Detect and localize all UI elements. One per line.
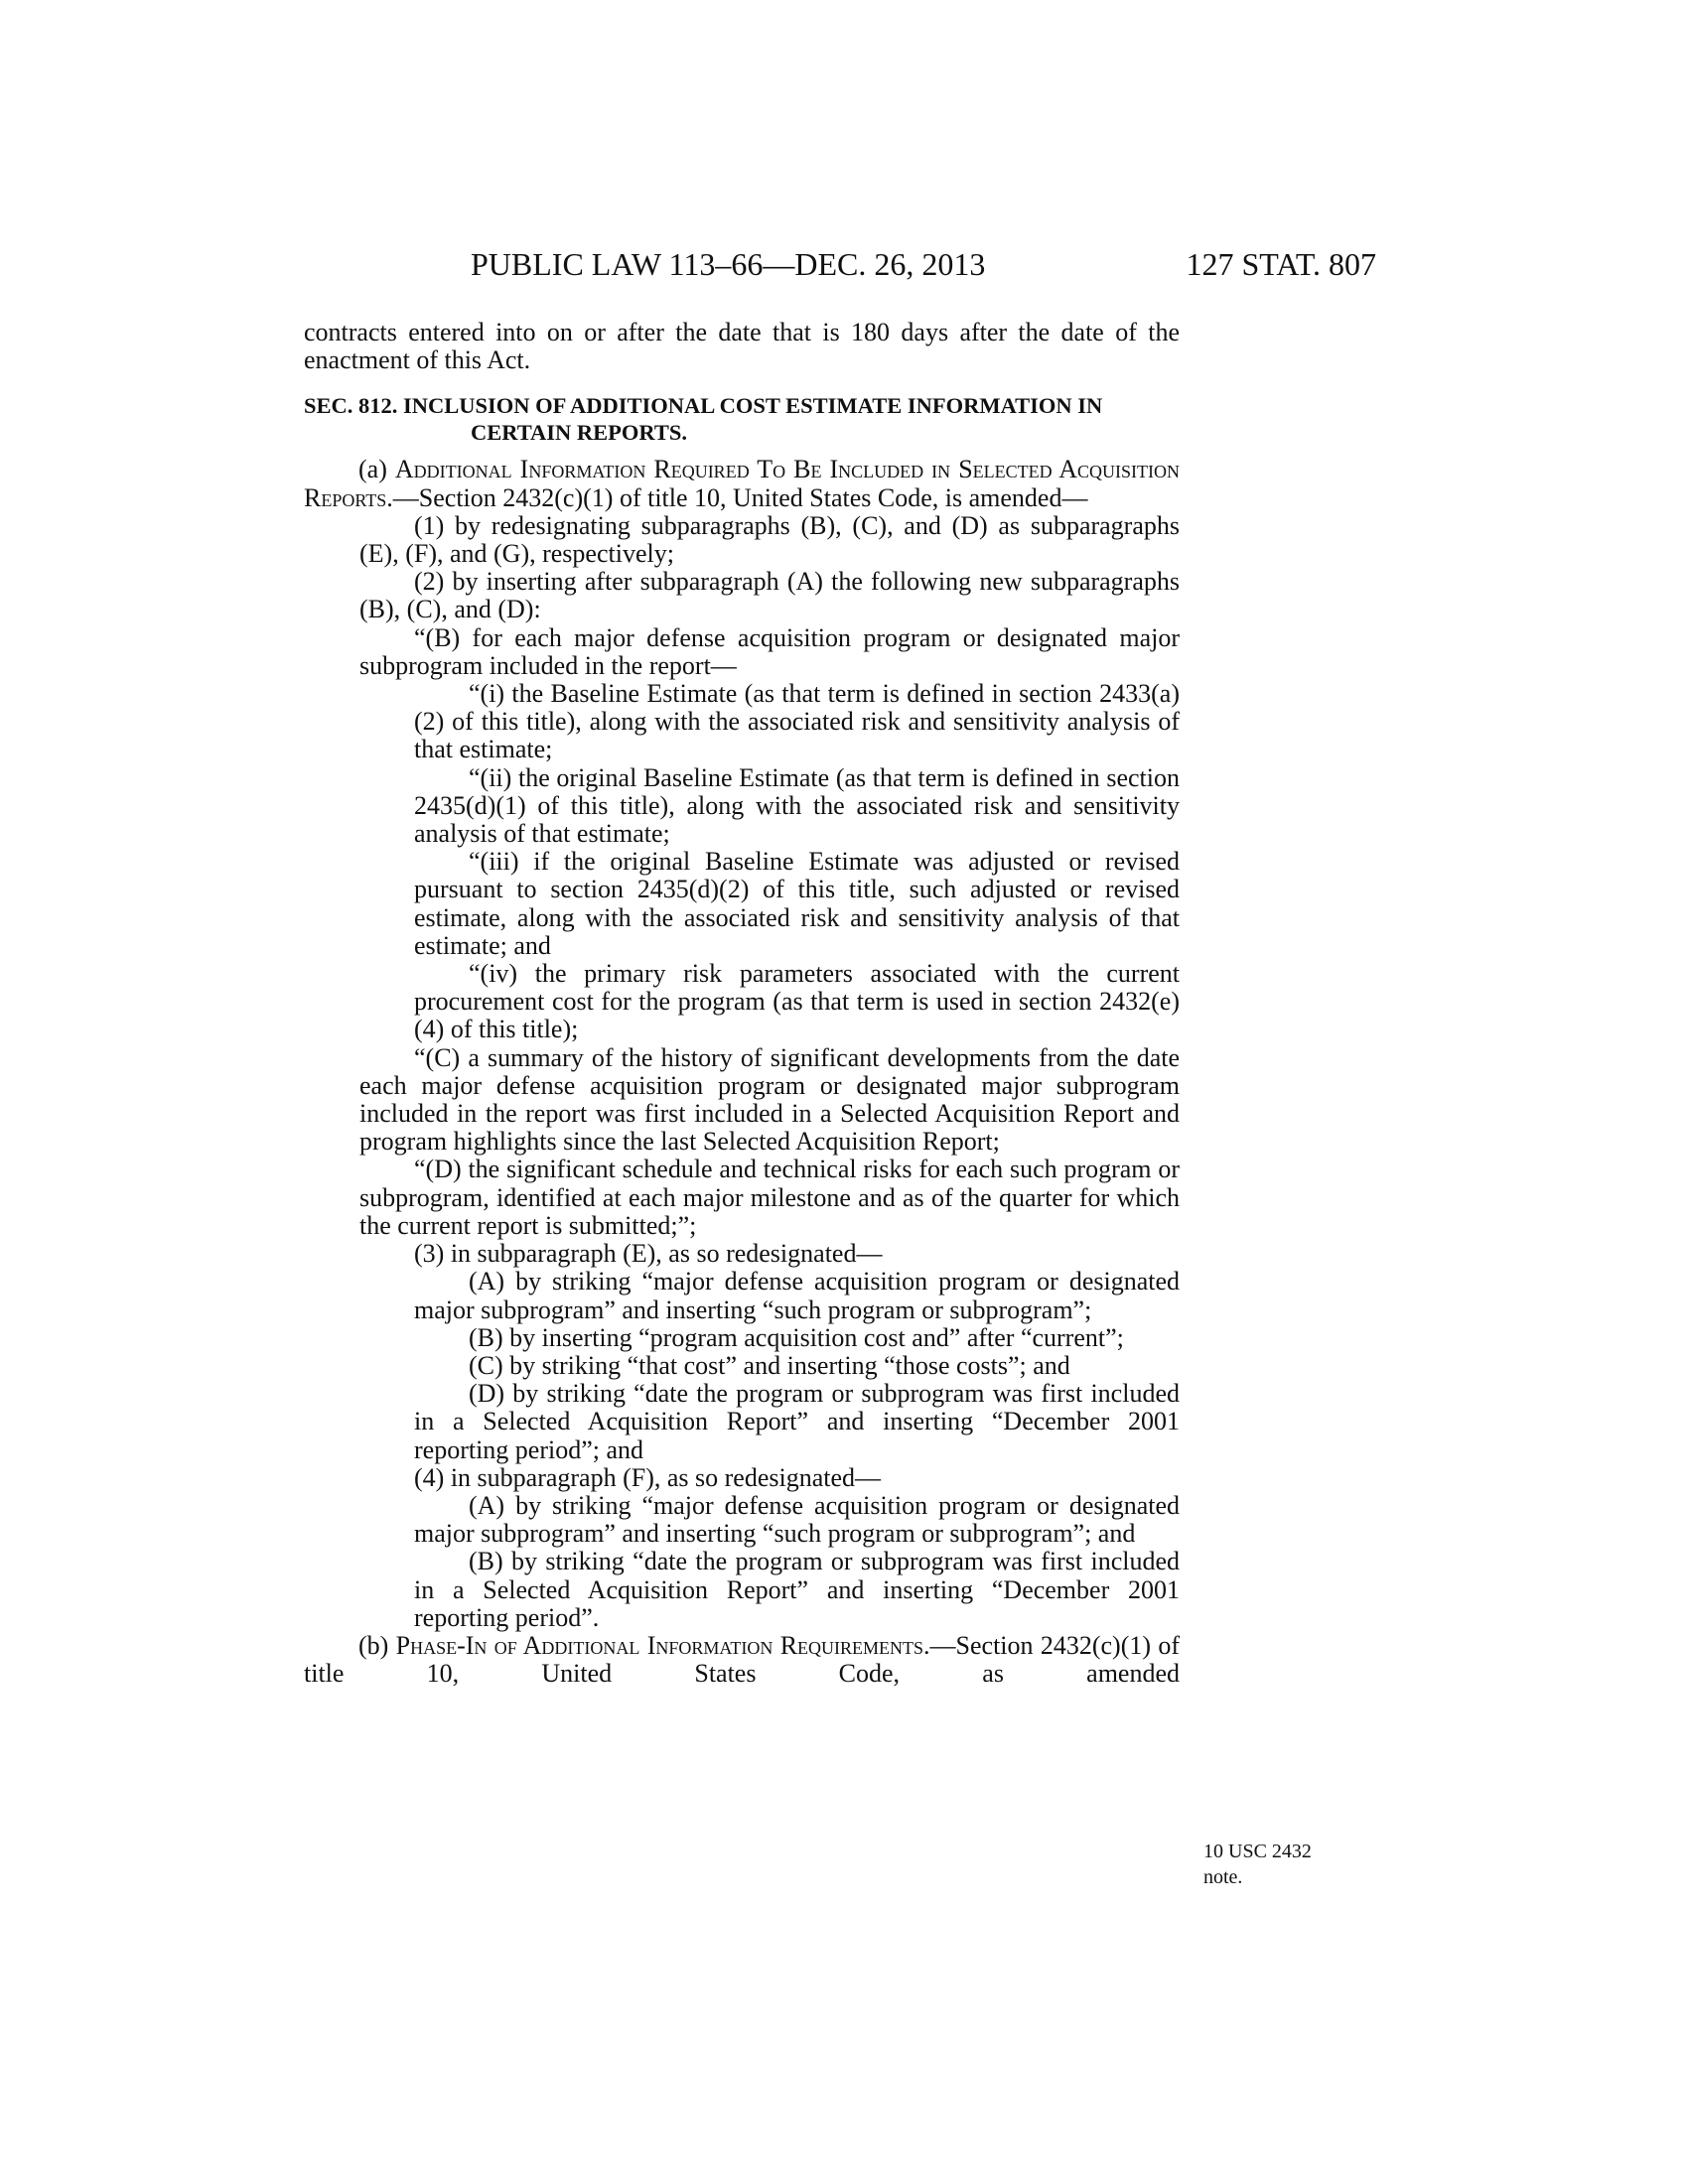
- page-number: 127 STAT. 807: [1186, 246, 1376, 282]
- quoted-subparagraph-b: “(B) for each major defense acquisition program or designated major subprogram included in the report—: [359, 622, 1180, 680]
- margin-note-suffix: note.: [1203, 1866, 1243, 1888]
- clause-1: (1) by redesignating subparagraphs (B), (C), and (D) as subparagraphs (E), (F), and (G), respectively;: [359, 510, 1180, 569]
- quoted-clause-ii: “(ii) the original Baseline Estimate (as that term is defined in section 2435(d)(1) of this title), along with the associated risk and sensitivity analysis of that estimate;: [414, 762, 1180, 849]
- clause-2: (2) by inserting after subparagraph (A) the following new subparagraphs (B), (C), and (D):: [359, 567, 1180, 624]
- paragraph-b: [304, 1632, 1180, 1688]
- quoted-subparagraph-c: “(C) a summary of the history of significant developments from the date each major defense acquisition program or designated major subprogram included in the report was first included in a Selected Acquisition Report and program highlights since the last Selected Acquisition Report;: [359, 1042, 1180, 1157]
- quoted-clause-iv: “(iv) the primary risk parameters associated with the current procurement cost for the program (as that term is used in section 2432(e)(4) of this title);: [414, 959, 1180, 1044]
- section-heading: SEC. 812. INCLUSION OF ADDITIONAL COST ESTIMATE INFORMATION IN CERTAIN REPORTS.: [304, 393, 1103, 446]
- clause-4-a: (A) by striking “major defense acquisition program or designated major subprogram” and inserting “such program or subprogram”; and: [414, 1490, 1180, 1549]
- clause-3-c: (C) by striking “that cost” and inserting “those costs”; and: [469, 1350, 1070, 1380]
- paragraph-a: [304, 456, 1180, 511]
- clause-4-b: (B) by striking “date the program or subprogram was first included in a Selected Acquisition Report” and inserting “December 2001 reporting period”.: [414, 1547, 1180, 1632]
- clause-3-d: (D) by striking “date the program or subprogram was first included in a Selected Acquisition Report” and inserting “December 2001 reporting period”; and: [414, 1379, 1180, 1464]
- paragraph-a-text: —Section 2432(c)(1) of title 10, United States Code, is amended—: [392, 482, 1088, 512]
- quoted-clause-iii: “(iii) if the original Baseline Estimate was adjusted or revised pursuant to section 2435(d)(2) of this title, such adjusted or revised estimate, along with the associated risk and sensitivity analysis of that estimate; and: [414, 847, 1180, 960]
- clause-3-b: (B) by inserting “program acquisition cost and” after “current”;: [469, 1322, 1124, 1352]
- running-header: [304, 246, 1376, 290]
- quoted-subparagraph-d: “(D) the significant schedule and technical risks for each such program or subprogram, identified at each major milestone and as of the quarter for which the current report is submitted;”;: [359, 1155, 1180, 1240]
- document-body: [304, 319, 1180, 1688]
- paragraph-b-text: —Section 2432(c)(1) of title 10, United States Code, as amended: [304, 1630, 1180, 1689]
- quoted-clause-i: “(i) the Baseline Estimate (as that term is defined in section 2433(a)(2) of this title), along with the associated risk and sensitivity analysis of that estimate;: [414, 679, 1180, 764]
- paragraph-a-label: (a): [358, 455, 395, 484]
- clause-3-a: (A) by striking “major defense acquisition program or designated major subprogram” and inserting “such program or subprogram”;: [414, 1267, 1180, 1324]
- paragraph-a-heading: Additional Information Required To Be Included in Selected Acquisition Reports.: [304, 455, 1180, 512]
- paragraph-b-label: (b): [358, 1630, 396, 1660]
- margin-note: [1203, 1839, 1352, 1890]
- header-title: PUBLIC LAW 113–66—DEC. 26, 2013: [471, 246, 986, 282]
- clause-3: (3) in subparagraph (E), as so redesignated—: [414, 1239, 883, 1269]
- paragraph-b-heading: Phase-In of Additional Information Requirements.: [395, 1630, 930, 1660]
- margin-note-citation: 10 USC 2432: [1203, 1841, 1312, 1862]
- clause-4: (4) in subparagraph (F), as so redesignated—: [414, 1462, 882, 1492]
- paragraph-continuation: contracts entered into on or after the date that is 180 days after the date of the enactment of this Act.: [304, 318, 1180, 375]
